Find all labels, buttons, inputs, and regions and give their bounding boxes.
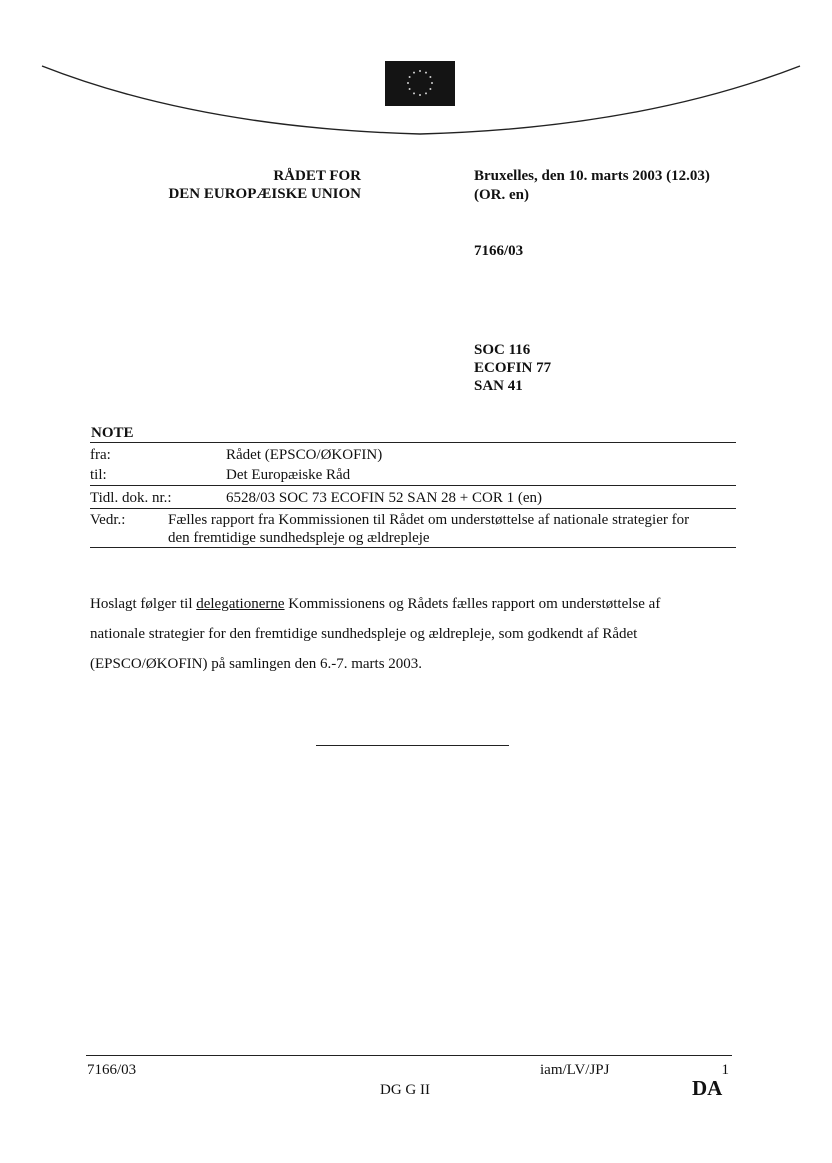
body-line-1-prefix: Hoslagt følger til <box>90 596 197 612</box>
footer-language: DA <box>692 1076 723 1100</box>
note-rule-3 <box>90 508 736 509</box>
body-line-2: nationale strategier for den fremtidige sundhedspleje og ældrepleje, som godkendt af Rådet <box>90 626 638 642</box>
delegations-link[interactable]: delegationerne <box>196 596 285 612</box>
note-rule-bottom <box>90 547 736 548</box>
issuer-line-1: RÅDET FOR <box>273 168 361 184</box>
eu-stars-icon <box>385 61 455 106</box>
footer-rule <box>86 1055 732 1056</box>
code-soc: SOC 116 <box>474 342 531 358</box>
subject-line-2: den fremtidige sundhedspleje og ældrepleje <box>168 530 430 546</box>
footer-doc-number: 7166/03 <box>87 1062 137 1078</box>
from-label: fra: <box>90 447 111 463</box>
code-san: SAN 41 <box>474 378 523 394</box>
issuer-line-2: DEN EUROPÆISKE UNION <box>168 186 361 202</box>
subject-label: Vedr.: <box>90 512 126 528</box>
document-number: 7166/03 <box>474 243 524 259</box>
subject-line-1: Fælles rapport fra Kommissionen til Rådet om understøttelse af nationale strategier for <box>168 512 690 528</box>
original-language: (OR. en) <box>474 187 529 203</box>
to-label: til: <box>90 467 107 483</box>
eu-flag-logo <box>385 61 455 106</box>
body-line-1-suffix: Kommissionens og Rådets fælles rapport om understøttelse af <box>284 596 661 612</box>
from-value: Rådet (EPSCO/ØKOFIN) <box>226 447 383 463</box>
closing-separator <box>316 745 509 746</box>
prev-doc-label: Tidl. dok. nr.: <box>90 490 172 506</box>
prev-doc-value: 6528/03 SOC 73 ECOFIN 52 SAN 28 + COR 1 (en) <box>226 490 542 506</box>
note-title: NOTE <box>91 425 134 441</box>
note-rule-top <box>90 442 736 443</box>
footer-department: DG G II <box>380 1082 430 1098</box>
body-line-1 <box>90 595 660 613</box>
to-value: Det Europæiske Råd <box>226 467 351 483</box>
footer-initials: iam/LV/JPJ <box>540 1062 610 1078</box>
place-date: Bruxelles, den 10. marts 2003 (12.03) <box>474 168 710 184</box>
code-ecofin: ECOFIN 77 <box>474 360 552 376</box>
note-rule-2 <box>90 485 736 486</box>
footer-page-number: 1 <box>721 1062 729 1078</box>
body-line-3: (EPSCO/ØKOFIN) på samlingen den 6.-7. marts 2003. <box>90 656 423 672</box>
